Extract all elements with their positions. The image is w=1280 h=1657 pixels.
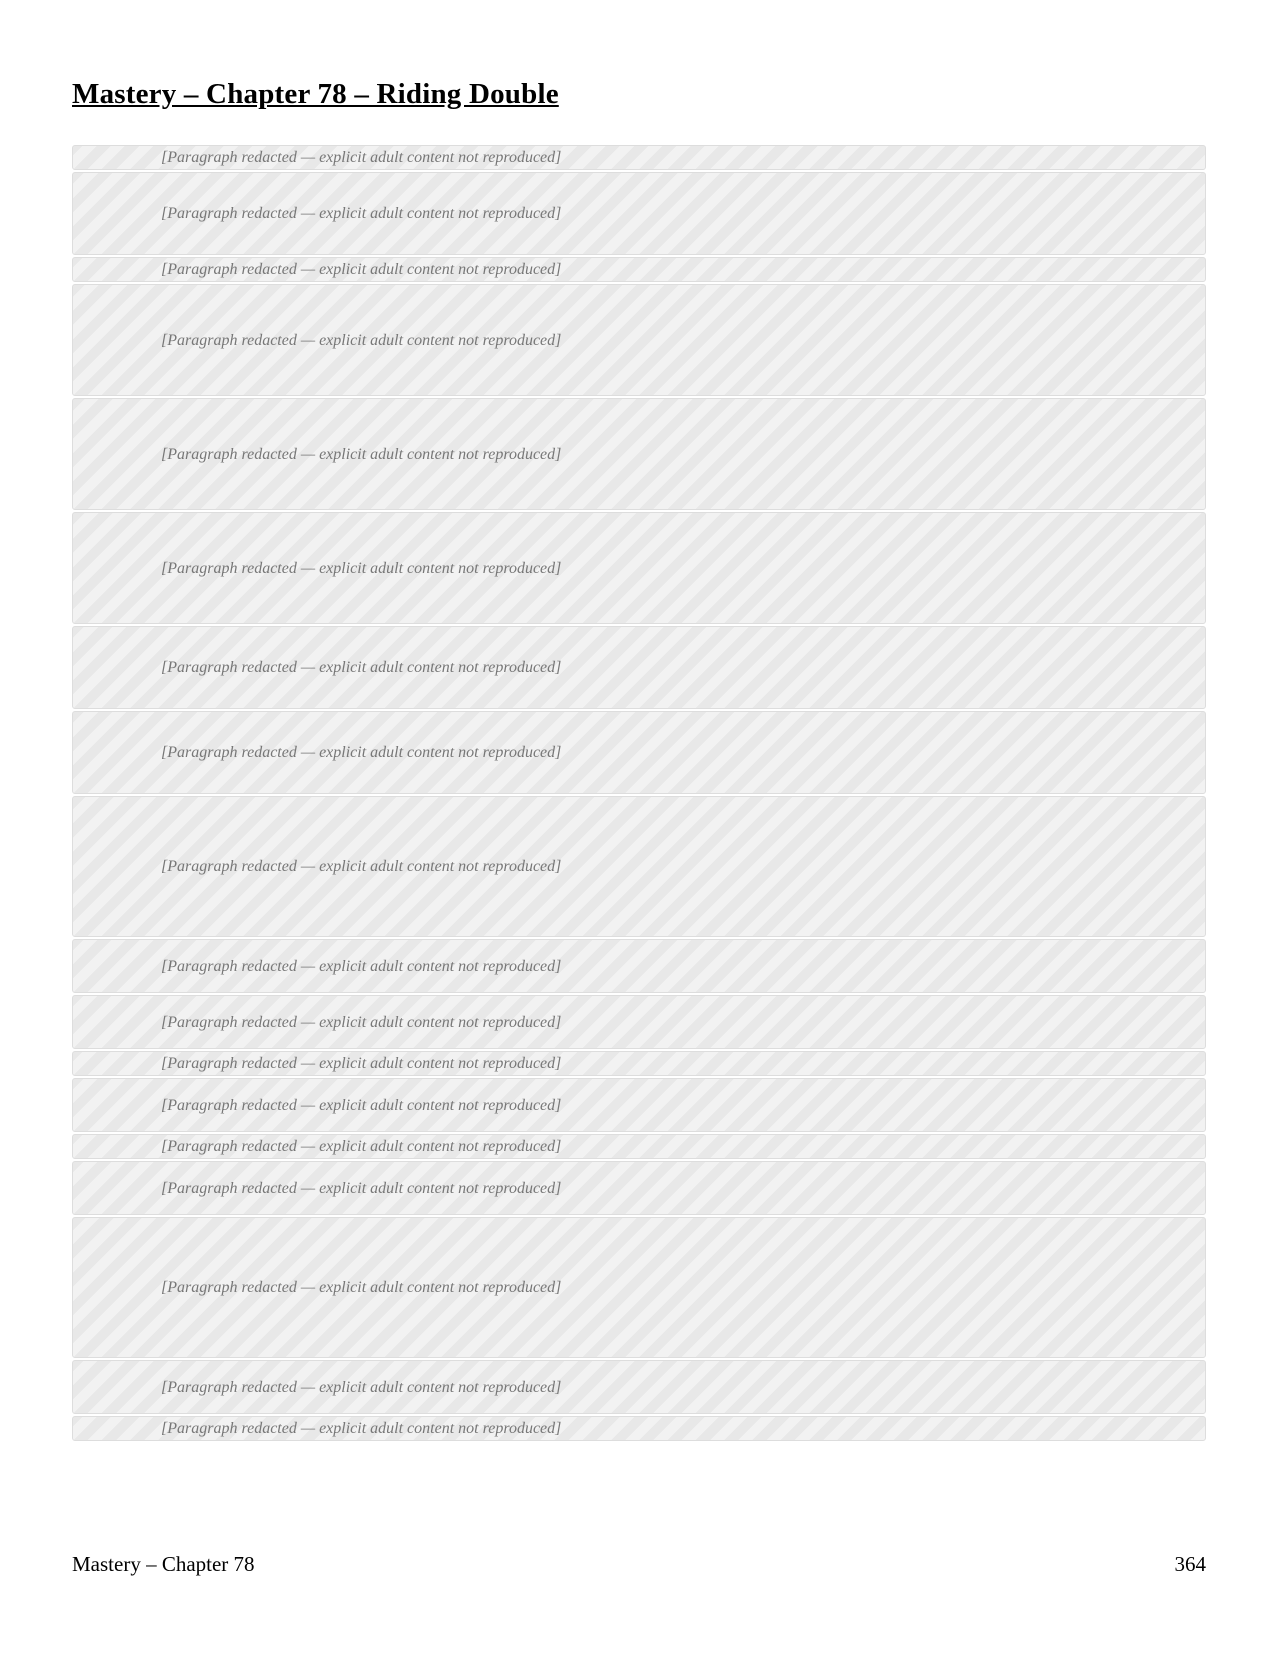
paragraph [72,1134,1206,1159]
paragraph [72,796,1206,937]
paragraph [72,1416,1206,1441]
paragraph [72,1360,1206,1414]
paragraph [72,284,1206,396]
chapter-title: Mastery – Chapter 78 – Riding Double [72,78,559,110]
footer-page-number: 364 [1174,1552,1206,1576]
paragraph [72,711,1206,794]
page-content [72,78,1206,1443]
paragraph [72,257,1206,282]
redacted-paragraph-block: [Paragraph redacted — explicit adult content not reproduced] [72,284,1206,396]
redacted-paragraph-block: [Paragraph redacted — explicit adult content not reproduced] [72,1078,1206,1132]
redacted-paragraph-block: [Paragraph redacted — explicit adult content not reproduced] [72,398,1206,510]
redacted-paragraph-block: [Paragraph redacted — explicit adult content not reproduced] [72,512,1206,624]
paragraph [72,995,1206,1049]
paragraph [72,1217,1206,1358]
page-footer [72,1552,1206,1577]
redacted-paragraph-block: [Paragraph redacted — explicit adult content not reproduced] [72,626,1206,709]
redacted-paragraph-block: [Paragraph redacted — explicit adult content not reproduced] [72,1416,1206,1441]
paragraph [72,145,1206,170]
paragraph [72,398,1206,510]
redacted-paragraph-block: [Paragraph redacted — explicit adult content not reproduced] [72,1161,1206,1215]
redacted-paragraph-block: [Paragraph redacted — explicit adult content not reproduced] [72,939,1206,993]
redacted-paragraph-block: [Paragraph redacted — explicit adult content not reproduced] [72,145,1206,170]
redacted-paragraph-block: [Paragraph redacted — explicit adult content not reproduced] [72,172,1206,255]
paragraph [72,172,1206,255]
footer-running-title: Mastery – Chapter 78 [72,1552,255,1576]
paragraph [72,1051,1206,1076]
redacted-paragraph-block: [Paragraph redacted — explicit adult content not reproduced] [72,1360,1206,1414]
paragraph [72,626,1206,709]
redacted-paragraph-block: [Paragraph redacted — explicit adult content not reproduced] [72,1134,1206,1159]
redacted-paragraph-block: [Paragraph redacted — explicit adult content not reproduced] [72,1051,1206,1076]
chapter-body [72,145,1206,1441]
redacted-paragraph-block: [Paragraph redacted — explicit adult content not reproduced] [72,257,1206,282]
paragraph [72,939,1206,993]
paragraph [72,512,1206,624]
paragraph [72,1078,1206,1132]
redacted-paragraph-block: [Paragraph redacted — explicit adult content not reproduced] [72,1217,1206,1358]
redacted-paragraph-block: [Paragraph redacted — explicit adult content not reproduced] [72,995,1206,1049]
paragraph [72,1161,1206,1215]
redacted-paragraph-block: [Paragraph redacted — explicit adult content not reproduced] [72,796,1206,937]
redacted-paragraph-block: [Paragraph redacted — explicit adult content not reproduced] [72,711,1206,794]
